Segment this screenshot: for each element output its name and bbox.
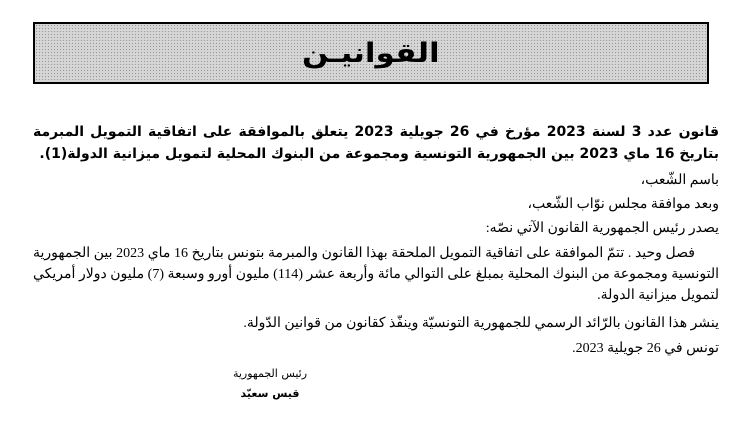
place-date: تونس في 26 جويلية 2023. bbox=[572, 341, 719, 356]
signature-name: قيس سعيّد bbox=[240, 387, 300, 400]
signature-role: رئيس الجمهورية bbox=[232, 367, 308, 380]
preamble-line-parliament: وبعد موافقة مجلس نوّاب الشّعب، bbox=[527, 197, 719, 212]
law-article: فصل وحيد . تتمّ الموافقة على اتفاقية التمويل الملحقة بهذا القانون والمبرمة بتونس بتاريخ 16 ماي 2023 بين الجمهورية التونسية ومجموعة من البنوك المحلية بمبلغ على التوالي مائة وأربعة عشر (114) مليون أورو وسبعة (7) مليون دولار أمريكي لتمويل ميزانية الدولة. bbox=[33, 246, 720, 303]
publication-clause: ينشر هذا القانون بالرّائد الرسمي للجمهورية التونسيّة وينفّذ كقانون من قوانين الدّولة. bbox=[243, 316, 719, 331]
section-header-box bbox=[33, 22, 709, 84]
preamble-line-people: باسم الشّعب، bbox=[640, 173, 719, 188]
preamble-line-president: يصدر رئيس الجمهورية القانون الآتي نصّه: bbox=[485, 221, 719, 236]
law-title: قانون عدد 3 لسنة 2023 مؤرخ في 26 جويلية 2023 يتعلق بالموافقة على اتفاقية التمويل المبرمة بتاريخ 16 ماي 2023 بين الجمهورية التونسية ومجموعة من البنوك المحلية لتمويل ميزانية الدولة(1). bbox=[33, 124, 719, 162]
section-title: القوانيـن bbox=[302, 37, 440, 69]
